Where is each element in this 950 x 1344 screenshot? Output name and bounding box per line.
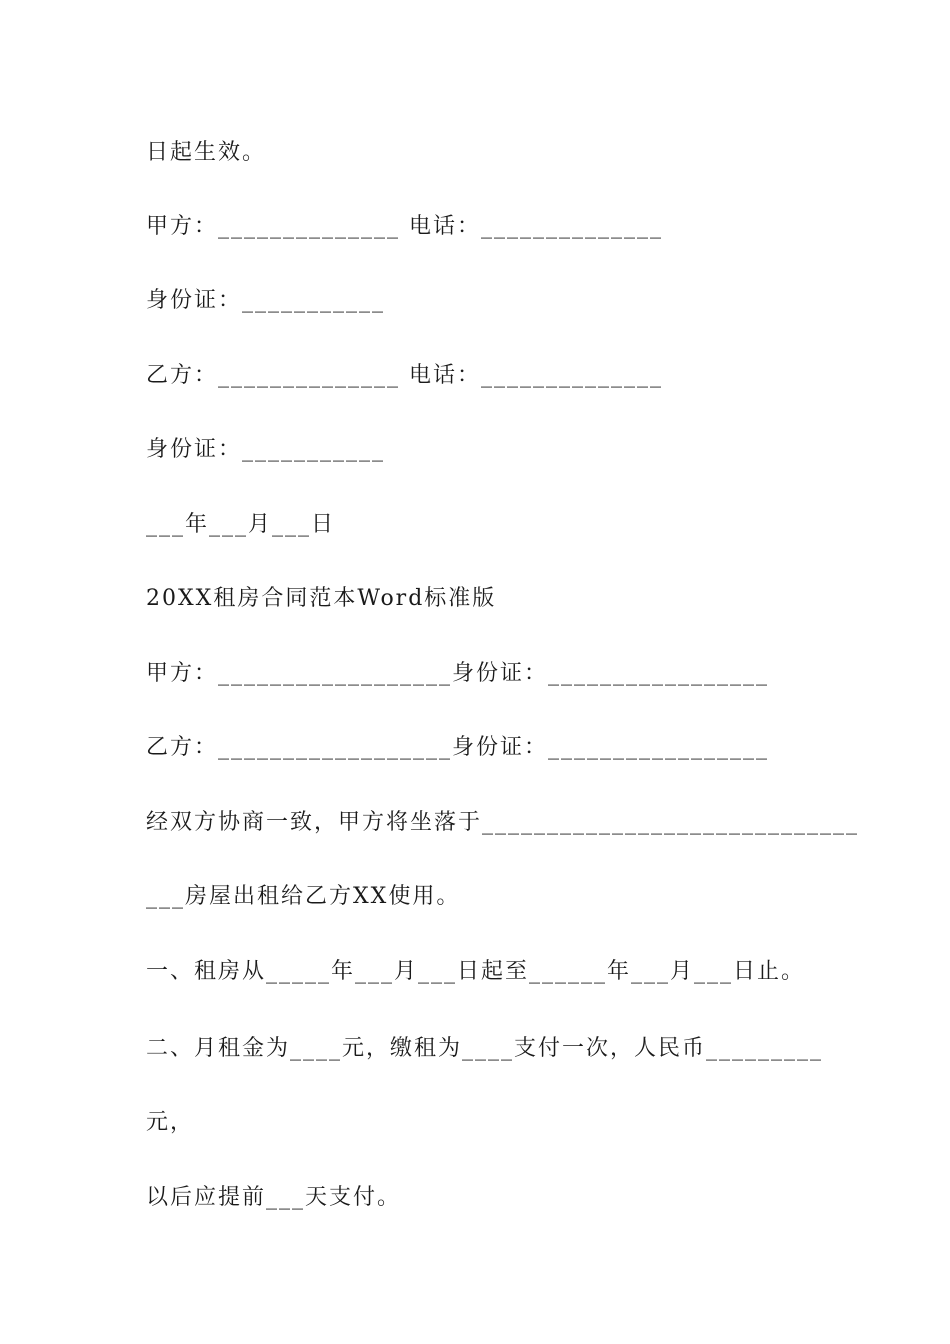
text-line-party-b-phone: 乙方：______________ 电话：______________ bbox=[146, 363, 663, 388]
text-line-party-b-id-2: 乙方：__________________身份证：_________________ bbox=[146, 735, 770, 760]
text-line-effective: 日起生效。 bbox=[146, 140, 267, 165]
text-line-house-rental: ___房屋出租给乙方XX使用。 bbox=[146, 884, 461, 909]
text-line-date: ___年___月___日 bbox=[146, 512, 336, 537]
document-title: 20XX租房合同范本Word标准版 bbox=[146, 586, 497, 611]
text-line-clause-1: 一、租房从_____年___月___日起至______年___月___日止。 bbox=[146, 959, 806, 984]
text-line-clause-2-cont: 元， bbox=[146, 1110, 195, 1135]
text-line-party-a-id-2: 甲方：__________________身份证：_________________ bbox=[146, 661, 770, 686]
text-line-agreement: 经双方协商一致，甲方将坐落于_____________________________ bbox=[146, 810, 860, 835]
text-line-party-b-id: 身份证：___________ bbox=[146, 437, 386, 462]
text-line-advance-payment: 以后应提前___天支付。 bbox=[146, 1185, 402, 1210]
text-line-clause-2: 二、月租金为____元，缴租为____支付一次，人民币_________ bbox=[146, 1036, 824, 1061]
text-line-party-a-phone: 甲方：______________ 电话：______________ bbox=[146, 214, 663, 239]
text-line-party-a-id: 身份证：___________ bbox=[146, 288, 386, 313]
